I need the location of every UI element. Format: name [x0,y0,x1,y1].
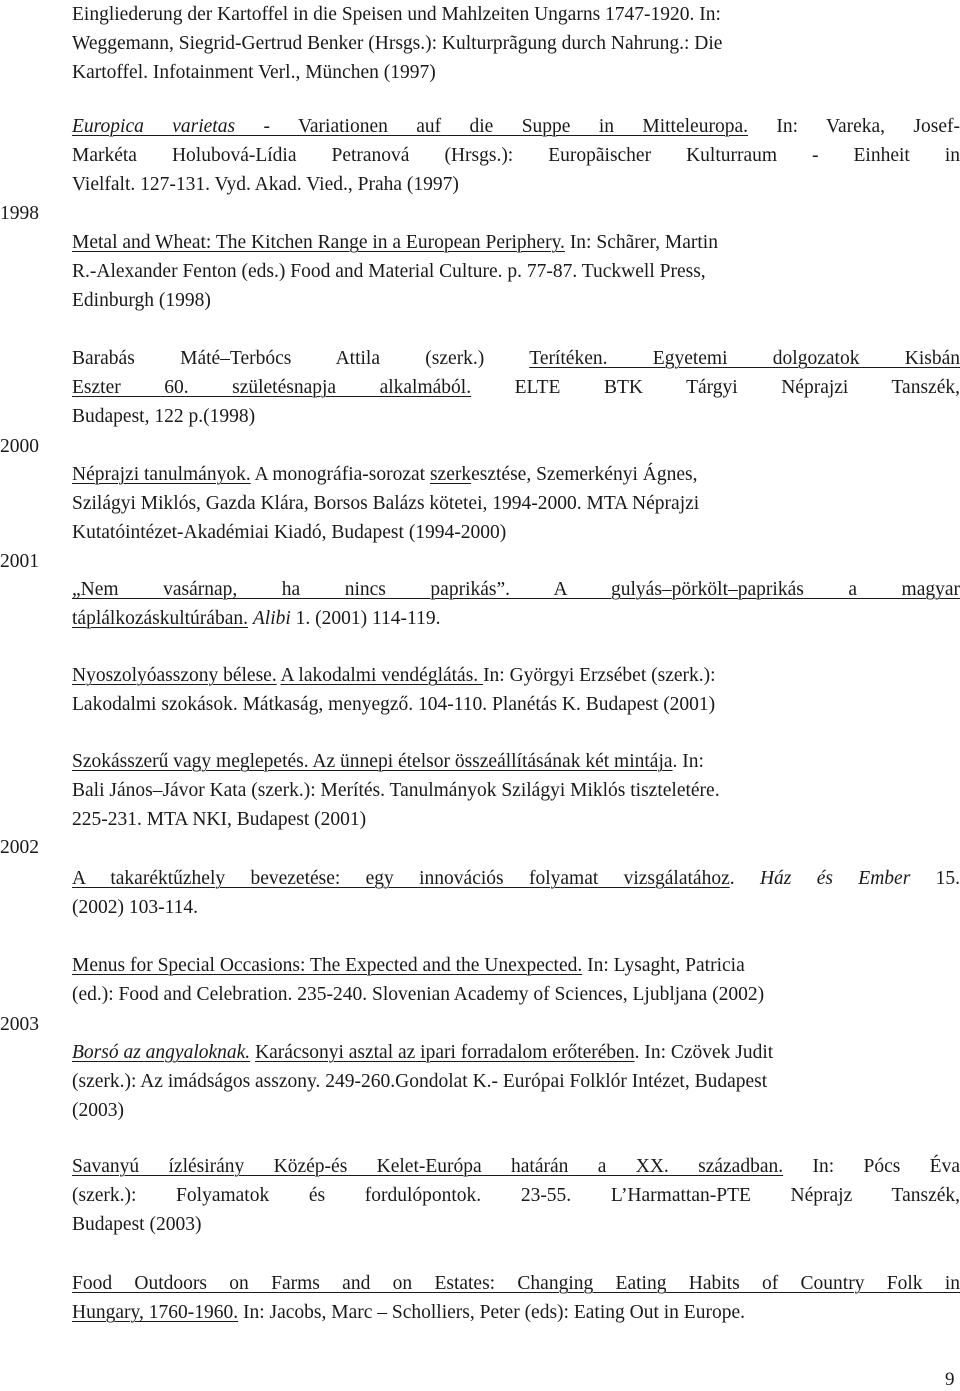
entry-line [72,29,960,58]
entry-line [72,805,960,834]
citation-text: Bali János–Jávor Kata (szerk.): Merítés. Tanulmányok Szilágyi Miklós tiszteletére. [72,780,720,801]
entry-line [72,344,960,373]
citation-text: ELTE BTK Tárgyi Néprajzi Tanszék, [471,377,960,398]
entry-line [72,170,960,199]
entry-line [72,1298,960,1327]
citation-text: 225-231. MTA NKI, Budapest (2001) [72,809,367,830]
citation-text: (2003) [72,1100,124,1121]
entry-line [72,518,960,547]
citation-text: In: Jacobs, Marc – Scholliers, Peter (eds): Eating Out in Europe. [238,1302,745,1323]
citation-text: Vielfalt. 127-131. Vyd. Akad. Vied., Praha (1997) [72,174,459,195]
entry-line [72,1269,960,1298]
entry-line [72,58,960,87]
bib-entry [72,747,960,834]
citation-text: Budapest, 122 p.(1998) [72,406,256,427]
year-label-2003: 2003 [0,1014,39,1035]
title-text: A lakodalmi vendéglátás. [280,665,484,686]
entry-line [72,661,960,690]
year-label-2002: 2002 [0,837,39,858]
bib-entry [72,112,960,199]
year-label-2000: 2000 [0,436,39,457]
entry-line [72,864,960,893]
entry-line [72,575,960,604]
entry-line [72,690,960,719]
entry-line [72,112,960,141]
citation-text: Markéta Holubová-Lídia Petranová (Hrsgs.): Europãischer Kulturraum - Einheit in [72,145,960,166]
citation-text: In: Pócs Éva [783,1156,960,1177]
entry-line [72,460,960,489]
title-text: Europica varietas [72,116,236,137]
citation-text: . In: [672,751,704,772]
citation-text: In: Schãrer, Martin [564,232,718,253]
citation-text: In: Lysaght, Patricia [582,955,745,976]
entry-line [72,747,960,776]
citation-text: Barabás Máté–Terbócs Attila (szerk.) [72,348,530,369]
citation-text: Kutatóintézet-Akadémiai Kiadó, Budapest (1994-2000) [72,522,507,543]
title-text: Néprajzi tanulmányok. [72,464,251,485]
citation-text: Kartoffel. Infotainment Verl., München (1997) [72,62,436,83]
year-label-1998: 1998 [0,203,39,224]
citation-text: (szerk.): Az imádságos asszony. 249-260.Gondolat K.- Európai Folklór Intézet, Budapest [72,1071,768,1092]
title-text: Savanyú ízlésirány Közép-és Kelet-Európa határán a XX. században. [72,1156,784,1177]
citation-text: esztése, Szemerkényi Ágnes, [471,464,698,485]
entry-line [72,1181,960,1210]
citation-text: Ház és Ember [759,868,911,889]
entry-line [72,228,960,257]
title-text: Terítéken. Egyetemi dolgozatok Kisbán [529,348,960,369]
bib-entry [72,661,960,719]
entry-line [72,373,960,402]
bib-entry [72,0,960,87]
citation-text: In: Vareka, Josef- [747,116,960,137]
bib-entry [72,344,960,431]
page-number: 9 [945,1369,955,1390]
citation-text: Szilágyi Miklós, Gazda Klára, Borsos Balázs kötetei, 1994-2000. MTA Néprajzi [72,493,700,514]
title-text: „Nem vasárnap, ha nincs paprikás”. A gulyás–pörkölt–paprikás a magyar [72,579,960,600]
citation-text: 15. [910,868,960,889]
bib-entry [72,1152,960,1239]
entry-line [72,402,960,431]
citation-text: Weggemann, Siegrid-Gertrud Benker (Hrsgs.): Kulturprãgung durch Nahrung.: Die [72,33,723,54]
entry-line [72,0,960,29]
entry-line [72,776,960,805]
entry-line [72,489,960,518]
citation-text: Alibi [252,608,291,629]
citation-text: R.-Alexander Fenton (eds.) Food and Material Culture. p. 77-87. Tuckwell Press, [72,261,706,282]
entry-line [72,951,960,980]
title-text: szerk [429,464,472,485]
bib-entry [72,460,960,547]
bib-entry [72,575,960,633]
entry-line [72,286,960,315]
title-text: Eszter 60. születésnapja alkalmából. [72,377,472,398]
entry-line [72,980,960,1009]
title-text: Metal and Wheat: The Kitchen Range in a European Periphery. [72,232,565,253]
citation-text: (szerk.): Folyamatok és fordulópontok. 23-55. L’Harmattan-PTE Néprajz Tanszék, [72,1185,960,1206]
entry-line [72,1210,960,1239]
citation-text: Budapest (2003) [72,1214,202,1235]
title-text: Karácsonyi asztal az ipari forradalom erőterében [255,1042,635,1063]
citation-text: Eingliederung der Kartoffel in die Speisen und Mahlzeiten Ungarns 1747-1920. In: [72,4,721,25]
title-text: Borsó az angyaloknak. [72,1042,251,1063]
entry-line [72,1096,960,1125]
citation-text: 1. (2001) 114-119. [290,608,441,629]
title-text: Szokásszerű vagy meglepetés. Az ünnepi ételsor összeállításának két mintája [72,751,673,772]
bib-entry [72,864,960,922]
bib-entry [72,228,960,315]
entry-line [72,604,960,633]
citation-text: . In: Czövek Judit [634,1042,774,1063]
title-text: Menus for Special Occasions: The Expected and the Unexpected. [72,955,583,976]
entry-line [72,1038,960,1067]
citation-text: (ed.): Food and Celebration. 235-240. Slovenian Academy of Sciences, Ljubljana (2002) [72,984,765,1005]
citation-text: . [729,868,760,889]
bib-entry [72,951,960,1009]
title-text: - Variationen auf die Suppe in Mitteleuropa. [235,116,748,137]
entry-line [72,1067,960,1096]
citation-text: A monográfia-sorozat [250,464,430,485]
bib-entry [72,1269,960,1327]
entry-line [72,141,960,170]
citation-text: In: Györgyi Erzsébet (szerk.): [483,665,716,686]
citation-text: (2002) 103-114. [72,897,199,918]
title-text: A takaréktűzhely bevezetése: egy innovációs folyamat vizsgálatához [72,868,730,889]
year-label-2001: 2001 [0,551,39,572]
citation-text: Lakodalmi szokások. Mátkaság, menyegző. 104-110. Planétás K. Budapest (2001) [72,694,716,715]
title-text: Nyoszolyóasszony bélese. [72,665,277,686]
title-text: Hungary, 1760-1960. [72,1302,239,1323]
title-text: táplálkozáskultúrában. [72,608,248,629]
title-text: Food Outdoors on Farms and on Estates: Changing Eating Habits of Country Folk in [72,1273,960,1294]
citation-text: Edinburgh (1998) [72,290,211,311]
bib-entry [72,1038,960,1125]
entry-line [72,257,960,286]
entry-line [72,1152,960,1181]
entry-line [72,893,960,922]
